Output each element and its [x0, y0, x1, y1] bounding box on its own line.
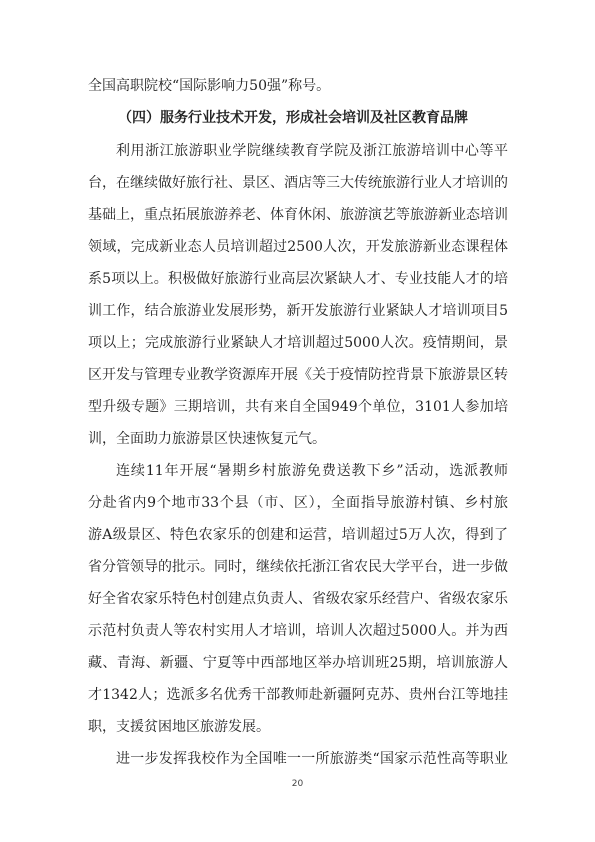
paragraph-line: 训，全面助力旅游景区快速恢复元气。 — [88, 431, 326, 447]
paragraph-line: 台，在继续做好旅行社、景区、酒店等三大传统旅游行业人才培训的 — [88, 175, 508, 191]
paragraph-line: 训工作，结合旅游业发展形势，新开发旅游行业紧缺人才培训项目5 — [88, 303, 508, 319]
page-number: 20 — [291, 779, 304, 789]
paragraph-line: 省分管领导的批示。同时，继续依托浙江省农民大学平台，进一步做 — [88, 559, 508, 575]
paragraph-line: 项以上；完成旅游行业紧缺人才培训超过5000人次。疫情期间，景 — [88, 335, 508, 351]
paragraph-line: 示范村负责人等农村实用人才培训，培训人次超过5000人。并为西 — [88, 623, 508, 639]
paragraph-line: 进一步发挥我校作为全国唯一一所旅游类“国家示范性高等职业 — [116, 751, 508, 767]
paragraph-line: 全国高职院校“国际影响力50强”称号。 — [88, 78, 331, 94]
paragraph-line: 型升级专题》三期培训，共有来自全国949个单位，3101人参加培 — [88, 399, 508, 415]
paragraph-line: 分赴省内9个地市33个县（市、区），全面指导旅游村镇、乡村旅 — [88, 495, 508, 511]
paragraph-line: 好全省农家乐特色村创建点负责人、省级农家乐经营户、省级农家乐 — [88, 591, 508, 607]
section-heading: （四）服务行业技术开发，形成社会培训及社区教育品牌 — [118, 110, 468, 126]
paragraph-line: 连续11年开展“暑期乡村旅游免费送教下乡”活动，选派教师 — [116, 463, 508, 479]
paragraph-line: 才1342人；选派多名优秀干部教师赴新疆阿克苏、贵州台江等地挂 — [88, 687, 508, 703]
paragraph-line: 区开发与管理专业教学资源库开展《关于疫情防控背景下旅游景区转 — [88, 367, 508, 383]
paragraph-line: 藏、青海、新疆、宁夏等中西部地区举办培训班25期，培训旅游人 — [88, 655, 508, 671]
paragraph-line: 基础上，重点拓展旅游养老、体育休闲、旅游演艺等旅游新业态培训 — [88, 207, 508, 223]
paragraph-line: 职，支援贫困地区旅游发展。 — [88, 719, 270, 735]
paragraph-line: 领域，完成新业态人员培训超过2500人次，开发旅游新业态课程体 — [88, 239, 508, 255]
paragraph-line: 利用浙江旅游职业学院继续教育学院及浙江旅游培训中心等平 — [116, 143, 508, 159]
paragraph-line: 系5项以上。积极做好旅游行业高层次紧缺人才、专业技能人才的培 — [88, 271, 508, 287]
paragraph-line: 游A级景区、特色农家乐的创建和运营，培训超过5万人次，得到了 — [88, 527, 508, 543]
